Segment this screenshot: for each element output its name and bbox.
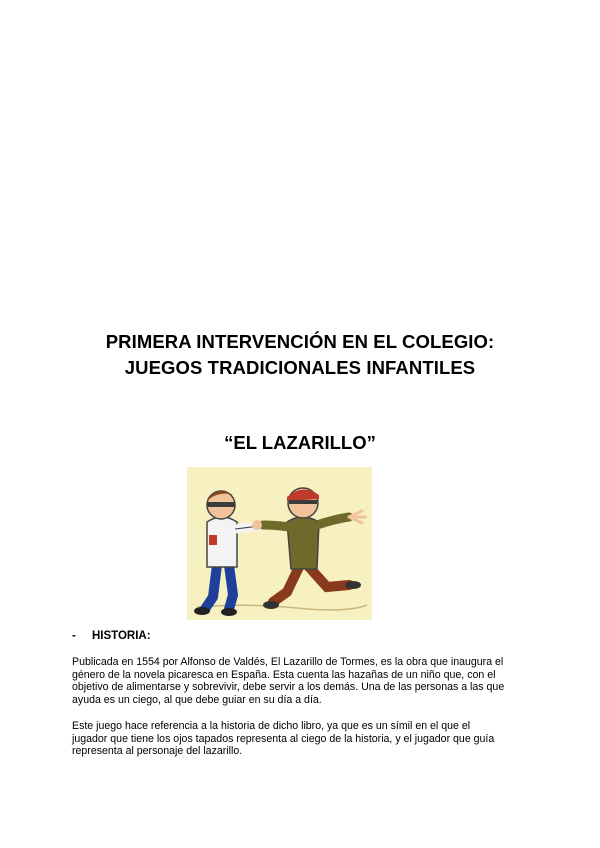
main-title bbox=[40, 329, 560, 381]
section-heading-historia bbox=[72, 628, 151, 644]
list-bullet: - bbox=[72, 630, 76, 642]
paragraph-line: género de la novela picaresca en España. Esta cuenta las hazañas de un niño que, con el bbox=[72, 668, 496, 681]
paragraph-line: representa al personaje del lazarillo. bbox=[72, 745, 243, 758]
paragraph-line: Publicada en 1554 por Alfonso de Valdés, El Lazarillo de Tormes, es la obra que inaugura el bbox=[72, 656, 504, 668]
history-paragraph bbox=[72, 656, 532, 706]
paragraph-line: Este juego hace referencia a la historia de dicho libro, ya que es un símil en el que el bbox=[72, 720, 471, 732]
blindfolded-child-guided-illustration bbox=[187, 467, 372, 620]
game-title: “EL LAZARILLO” bbox=[224, 432, 376, 453]
main-title-line-1: PRIMERA INTERVENCIÓN EN EL COLEGIO: bbox=[105, 331, 495, 352]
paragraph-line: ayuda es un ciego, al que debe guiar en su día a día. bbox=[72, 693, 322, 706]
paragraph-line: objetivo de alimentarse y sobrevivir, debe servir a los demás. Una de las personas a las que bbox=[72, 681, 505, 694]
paragraph-line: jugador que tiene los ojos tapados representa al ciego de la historia, y el jugador que guía bbox=[72, 732, 495, 745]
section-heading-label: HISTORIA: bbox=[92, 630, 151, 642]
game-reference-paragraph bbox=[72, 720, 532, 758]
main-title-line-2: JUEGOS TRADICIONALES INFANTILES bbox=[124, 357, 476, 378]
